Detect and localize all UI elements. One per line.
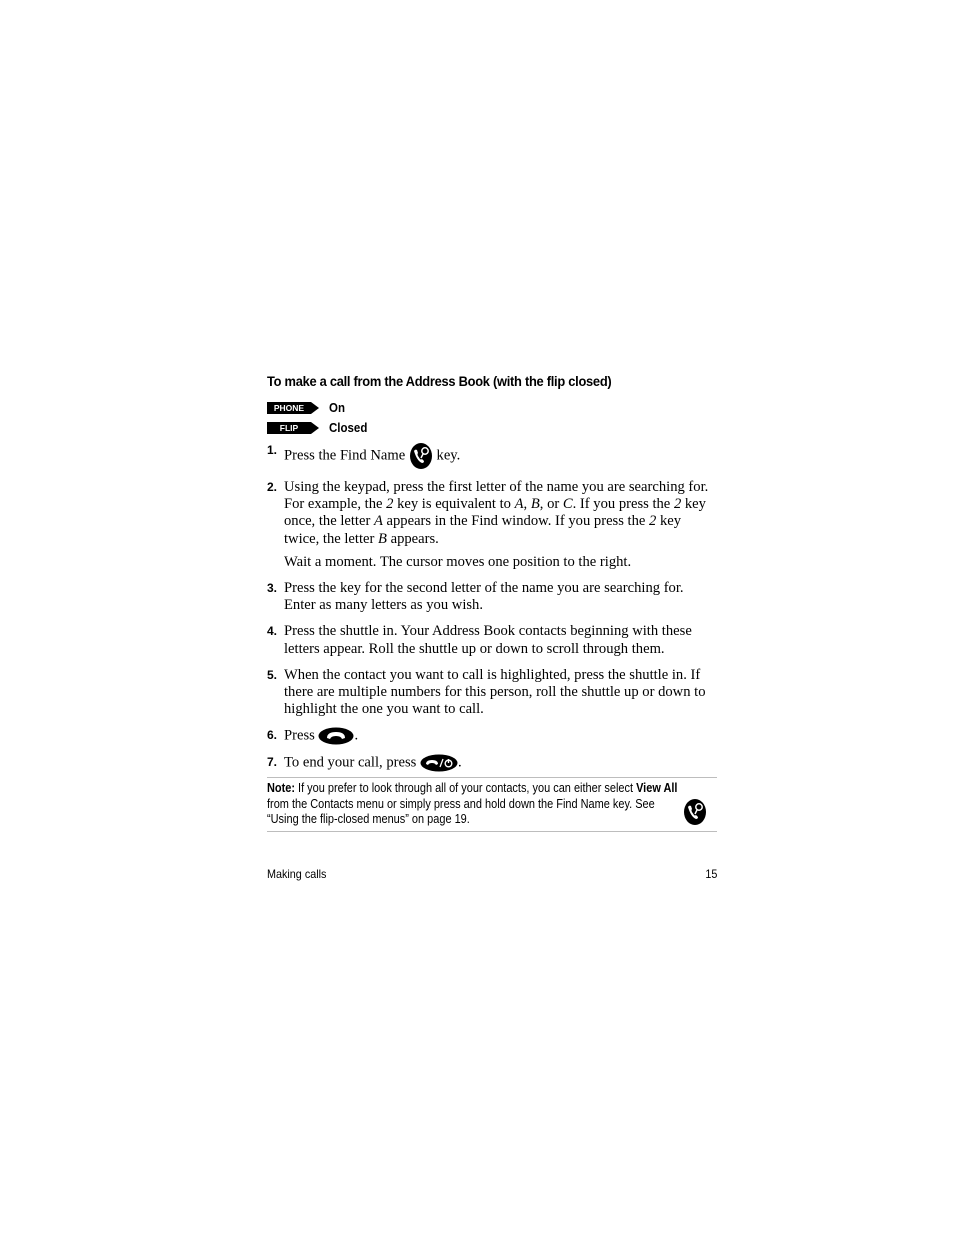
phone-state-row	[267, 398, 717, 418]
step-6	[267, 727, 717, 745]
note-label: Note:	[267, 781, 296, 795]
find-name-key-icon	[683, 798, 707, 826]
svg-text:PHONE: PHONE	[273, 403, 305, 414]
step-subtext: Wait a moment. The cursor moves one position to the right.	[284, 553, 632, 570]
svg-text:FLIP: FLIP	[279, 423, 299, 434]
page-footer	[267, 867, 717, 883]
step-text: Using the keypad, press the first letter of the name you are searching for. For example, the 2 key is equivalent to A, B, or C. If you press the 2 key once, the letter A appears in the Find window. If you press the 2 key twice, the letter B appears.	[284, 479, 709, 547]
view-all-label: View All	[636, 781, 678, 795]
step-text: Press the Find Name	[284, 447, 406, 464]
flip-badge-icon	[267, 422, 319, 434]
step-number: 4.	[267, 624, 278, 639]
step-5	[267, 667, 717, 719]
step-text: Press	[284, 727, 315, 744]
steps-list	[267, 442, 717, 772]
step-7	[267, 754, 717, 772]
footer-section-title: Making calls	[267, 867, 327, 881]
find-name-key-icon	[409, 442, 433, 470]
flip-state-row	[267, 418, 717, 438]
phone-badge-icon	[267, 402, 319, 414]
step-number: 7.	[267, 755, 278, 770]
note-box	[267, 777, 717, 832]
step-4	[267, 623, 717, 657]
phone-state-value: On	[329, 401, 345, 415]
step-number: 1.	[267, 443, 278, 457]
end-power-key-icon	[420, 754, 458, 772]
step-text-after: key.	[436, 447, 461, 464]
section-heading: To make a call from the Address Book (with the flip closed)	[267, 373, 612, 389]
flip-state-value: Closed	[329, 421, 368, 435]
page-content	[267, 372, 717, 781]
step-1	[267, 442, 717, 470]
step-3	[267, 580, 717, 614]
step-number: 5.	[267, 667, 278, 682]
step-number: 2.	[267, 480, 278, 494]
step-text: Press the shuttle in. Your Address Book contacts beginning with these letters appear. Roll the shuttle up or down to scroll through them.	[284, 623, 692, 657]
step-number: 3.	[267, 581, 278, 596]
step-text-after: .	[354, 727, 359, 744]
step-text: When the contact you want to call is highlighted, press the shuttle in. If there are multiple numbers for this person, roll the shuttle up or down to highlight the one you want to call.	[284, 666, 706, 718]
step-text: Press the key for the second letter of the name you are searching for. Enter as many letters as you wish.	[284, 580, 684, 614]
step-text-after: .	[457, 754, 462, 771]
step-number: 6.	[267, 728, 278, 743]
step-text: To end your call, press	[284, 754, 417, 771]
phone-send-key-icon	[318, 727, 354, 745]
footer-page-number: 15	[704, 867, 717, 881]
step-2	[267, 479, 717, 571]
note-text: Note: If you prefer to look through all of your contacts, you can either select View All from the Contacts menu or simply press and hold down the Find Name key. See “Using the flip-closed menus” on page 19.	[267, 781, 678, 826]
